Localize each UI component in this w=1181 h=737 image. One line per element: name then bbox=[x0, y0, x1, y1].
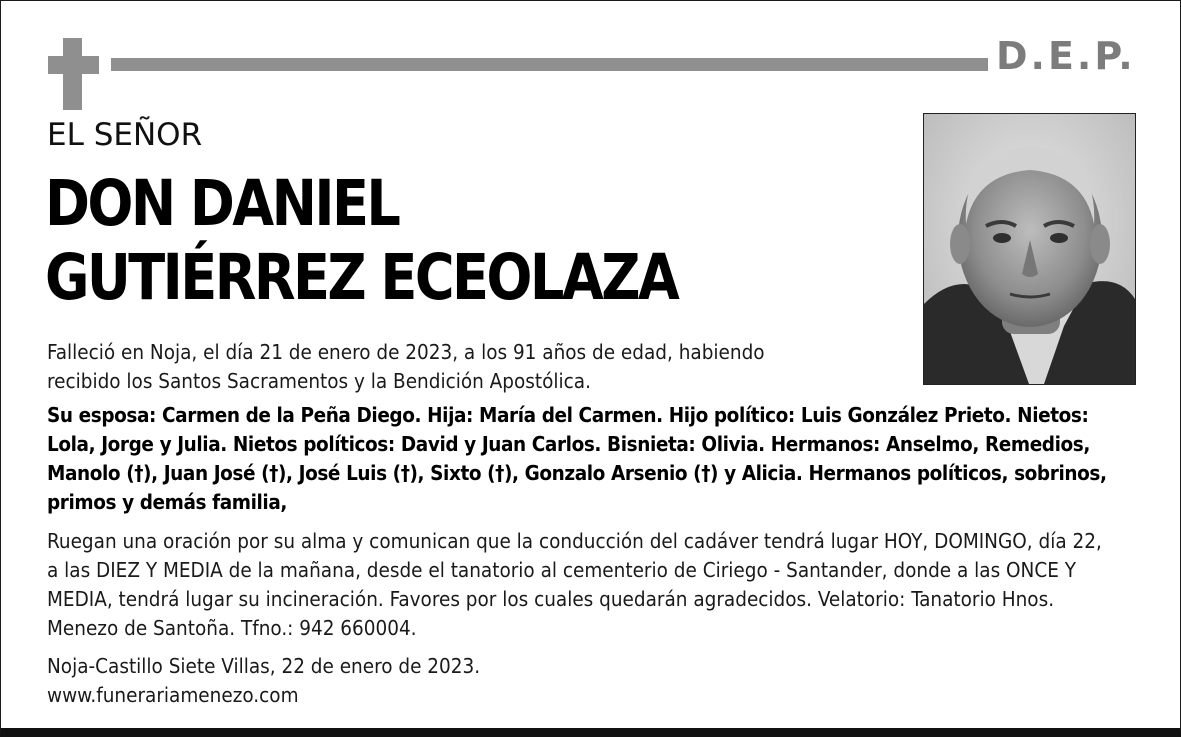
header-rule bbox=[111, 58, 988, 71]
portrait-photo bbox=[923, 113, 1136, 385]
dep-label: D.E.P. bbox=[996, 34, 1136, 78]
death-notice-text: Falleció en Noja, el día 21 de enero de 2023, a los 91 años de edad, habiendo recibido los Santos Sacramentos y la Bendición Apostólica. bbox=[47, 340, 765, 393]
name-line-1: DON DANIEL bbox=[45, 167, 399, 240]
deceased-name bbox=[45, 167, 677, 315]
honorific: EL SEÑOR bbox=[47, 117, 203, 153]
family-list: Su esposa: Carmen de la Peña Diego. Hija: María del Carmen. Hijo político: Luis González Prieto. Nietos: Lola, Jorge y Julia. Nietos políticos: David y Juan Carlos. Bisnieta: Olivia. Hermanos: Anselmo, Remedios, Manolo (†), Juan José (†), José Luis (†), Sixto (†), Gonzalo Arsenio (†) y Alicia. Hermanos políticos, sobrinos, primos y demás familia, bbox=[47, 403, 1107, 514]
name-line-2: GUTIÉRREZ ECEOLAZA bbox=[45, 241, 678, 314]
website-link[interactable]: www.funerariamenezo.com bbox=[47, 683, 299, 707]
funeral-arrangements-text: Ruegan una oración por su alma y comunican que la conducción del cadáver tendrá lugar HOY, DOMINGO, día 22, a las DIEZ Y MEDIA de la mañana, desde el tanatorio al cementerio de Ciriego - Santander, donde a las ONCE Y MEDIA, tendrá lugar su incineración. Favores por los cuales quedarán agradecidos. Velatorio: Tanatorio Hnos. Menezo de Santoña. Tfno.: 942 660004. bbox=[47, 529, 1102, 640]
place-and-date: Noja-Castillo Siete Villas, 22 de enero de 2023. bbox=[47, 654, 481, 678]
